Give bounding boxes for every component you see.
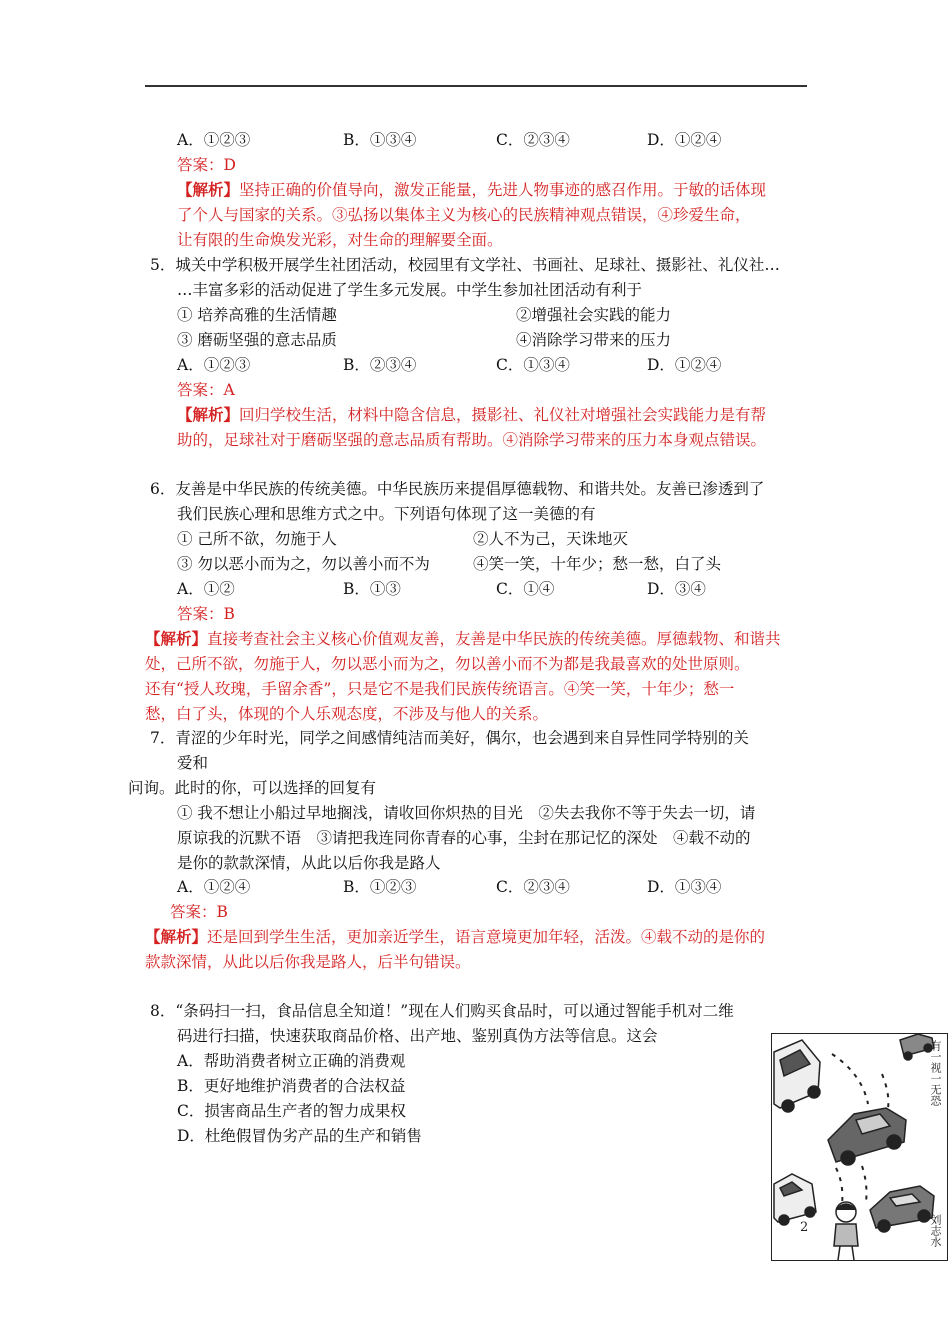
q6-answer: 答案：B [177,605,235,623]
q6-analysis-line-2: 处，己所不欲，勿施于人，勿以恶小而为之，勿以善小而不为都是我最喜欢的处世原则。 [145,655,750,673]
q4-option-c: C．②③④ [496,131,570,149]
q7-stem-line-3: 问询。此时的你，可以选择的回复有 [128,779,377,797]
q7-stem-line-2: 爱和 [177,754,209,772]
q8-stem-line-2: 码进行扫描，快速获取商品价格、出产地、鉴别真伪方法等信息。这会 [177,1027,658,1045]
q7-analysis-line-2: 款款深情，从此以后你我是路人，后半句错误。 [145,953,471,971]
q7-analysis-tag: 【解析】 [145,927,208,946]
car-icon [774,1040,820,1112]
q5-option-c: C．①③④ [496,356,570,374]
q6-item-4: ④笑一笑，十年少；愁一愁，白了头 [473,555,722,573]
q4-option-d: D．①②④ [647,131,722,149]
car-icon [828,1108,906,1165]
q7-option-b: B．①②③ [343,878,417,896]
q6-analysis-line-3: 还有“授人玫瑰，手留余香”，只是它不是我们民族传统语言。④笑一笑，十年少；愁一 [145,680,735,698]
q7-stem-line-6: 是你的款款深情，从此以后你我是路人 [177,854,441,872]
q4-analysis-line-3: 让有限的生命焕发光彩，对生命的理解要全面。 [177,231,503,249]
q6-option-c: C．①④ [496,580,555,598]
q5-item-1: ① 培养高雅的生活情趣 [177,306,337,324]
q5-option-a: A．①②③ [177,356,251,374]
q6-analysis-line-4: 愁，白了头，体现的个人乐观态度，不涉及与他人的关系。 [145,705,549,723]
q5-stem-line-1: 5．城关中学积极开展学生社团活动，校园里有文学社、书画社、足球社、摄影社、礼仪社… [150,256,780,274]
q6-item-1: ① 己所不欲，勿施于人 [177,530,337,548]
cartoon-illustration [771,1033,948,1261]
q7-stem-line-1: 7．青涩的少年时光，同学之间感情纯洁而美好，偶尔，也会遇到来自异性同学特别的关 [150,729,749,747]
q7-analysis-line-1: 【解析】还是回到学生生活，更加亲近学生，语言意境更加年轻，活泼。④载不动的是你的 [145,927,766,946]
q6-analysis-tag: 【解析】 [145,629,208,648]
q4-option-b: B．①③④ [343,131,417,149]
q7-stem-line-4: ① 我不想让小船过早地搁浅，请收回你炽热的目光 ②失去我你不等于失去一切，请 [177,804,756,822]
q4-analysis-line-2: 了个人与国家的关系。③弘扬以集体主义为核心的民族精神观点错误，④珍爱生命， [177,206,751,224]
q4-analysis-line-1: 【解析】坚持正确的价值导向，激发正能量，先进人物事迹的感召作用。于敏的话体现 [177,180,767,199]
q6-stem-line-1: 6．友善是中华民族的传统美德。中华民族历来提倡厚德载物、和谐共处。友善已渗透到了 [150,480,765,498]
header-rule [145,85,807,87]
q5-analysis-line-1: 【解析】回归学校生活，材料中隐含信息，摄影社、礼仪社对增强社会实践能力是有帮 [177,405,767,424]
q7-option-d: D．①③④ [647,878,722,896]
q8-option-a: A．帮助消费者树立正确的消费观 [177,1052,406,1070]
car-icon [774,1174,816,1225]
q5-answer: 答案：A [177,381,235,399]
q8-stem-line-1: 8．“条码扫一扫，食品信息全知道！”现在人们购买食品时，可以通过智能手机对二维 [150,1002,734,1020]
child-figure [834,1202,858,1260]
q8-option-d: D．杜绝假冒伪劣产品的生产和销售 [177,1127,422,1145]
q5-item-3: ③ 磨砺坚强的意志品质 [177,331,337,349]
q5-analysis-line-2: 助的，足球社对于磨砺坚强的意志品质有帮助。④消除学习带来的压力本身观点错误。 [177,431,767,449]
q6-option-d: D．③④ [647,580,706,598]
q7-option-a: A．①②④ [177,878,251,896]
q8-option-c: C．损害商品生产者的智力成果权 [177,1102,406,1120]
cartoon-signature: 刘志水 [929,1214,942,1247]
cartoon-caption: 有一视一无恐 [929,1040,942,1106]
q8-option-b: B．更好地维护消费者的合法权益 [177,1077,406,1095]
q6-analysis-line-1: 【解析】直接考查社会主义核心价值观友善，友善是中华民族的传统美德。厚德载物、和谐共 [145,629,781,648]
q5-item-4: ④消除学习带来的压力 [516,331,672,349]
q7-stem-line-5: 原谅我的沉默不语 ③请把我连同你青春的心事，尘封在那记忆的深处 ④载不动的 [177,829,751,847]
q4-option-a: A．①②③ [177,131,251,149]
q4-analysis-tag: 【解析】 [177,180,240,199]
car-icon [870,1186,934,1232]
q6-item-2: ②人不为己，天诛地灭 [473,530,629,548]
cartoon-page-mark: 2 [800,1220,809,1235]
q6-stem-line-2: 我们民族心理和思维方式之中。下列语句体现了这一美德的有 [177,505,596,523]
cartoon-drawing [772,1034,948,1261]
q6-option-a: A．①② [177,580,235,598]
q5-option-d: D．①②④ [647,356,722,374]
q7-answer: 答案：B [170,903,228,921]
q6-item-3: ③ 勿以恶小而为之，勿以善小而不为 [177,555,430,573]
q5-option-b: B．②③④ [343,356,417,374]
q5-item-2: ②增强社会实践的能力 [516,306,672,324]
q5-stem-line-2: …丰富多彩的活动促进了学生多元发展。中学生参加社团活动有利于 [177,281,643,299]
q5-analysis-tag: 【解析】 [177,405,240,424]
q6-option-b: B．①③ [343,580,401,598]
q7-option-c: C．②③④ [496,878,570,896]
q4-answer: 答案：D [177,156,236,174]
